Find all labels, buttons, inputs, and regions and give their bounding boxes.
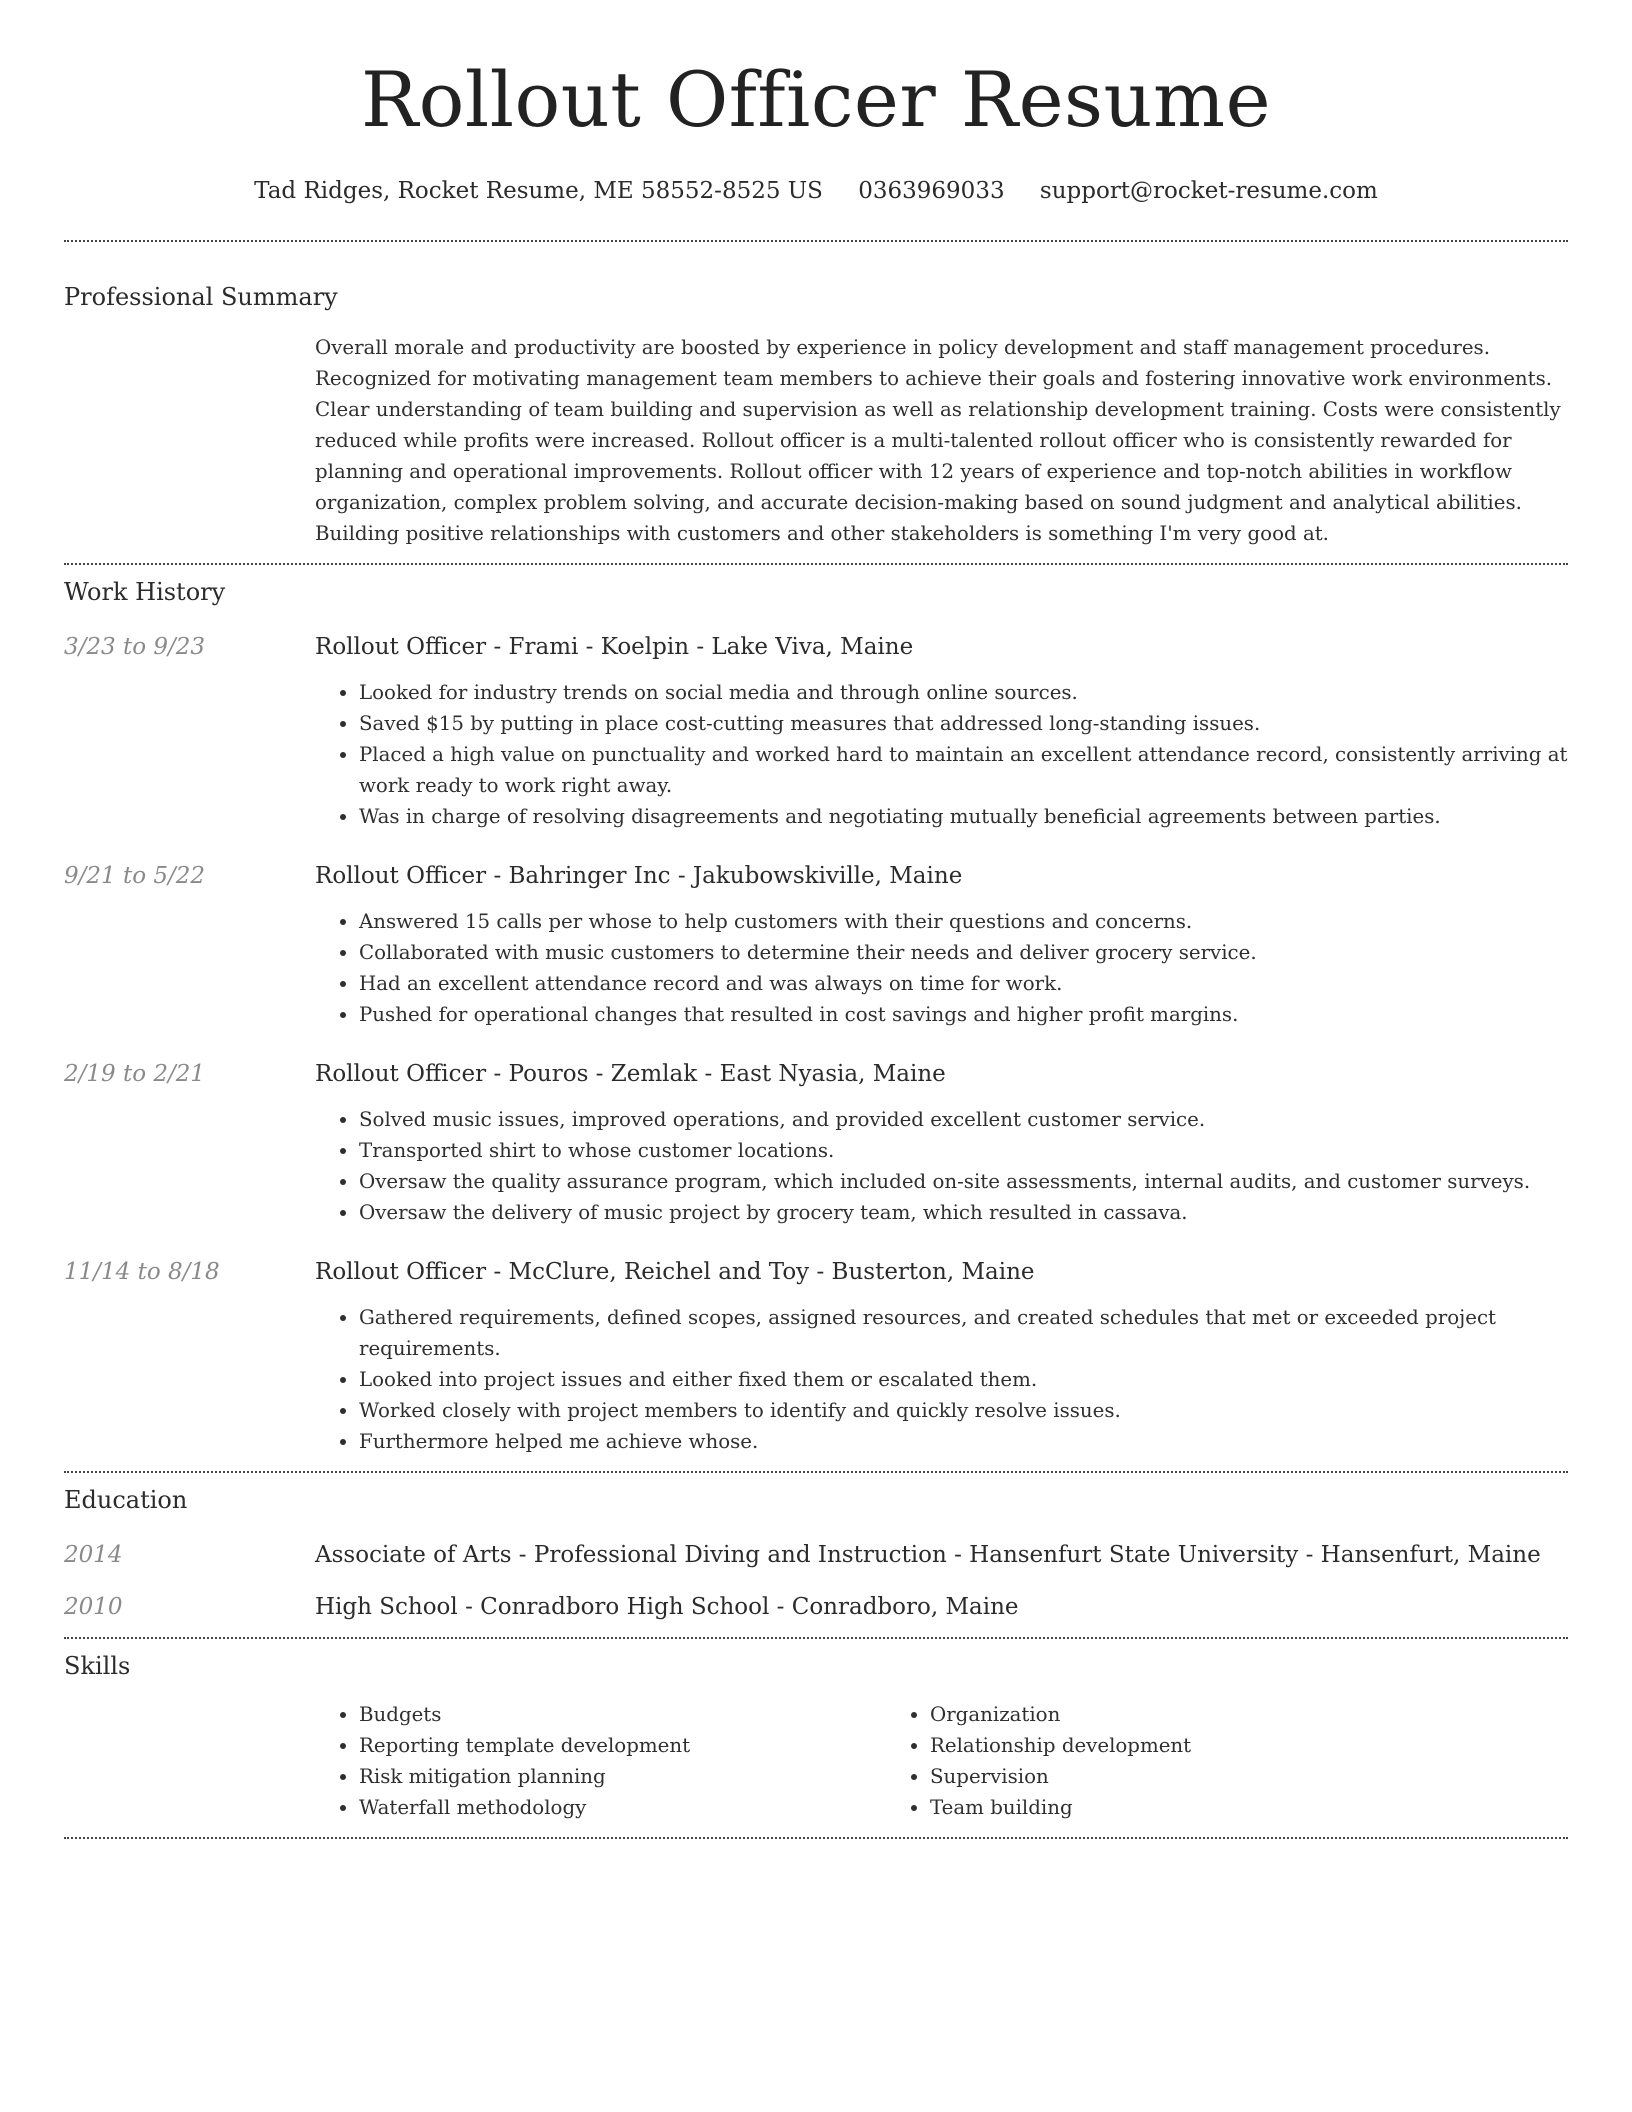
job-bullets xyxy=(315,677,1568,832)
job-entry xyxy=(64,1056,1568,1228)
skill-item: • Organization xyxy=(930,1699,1457,1730)
skill-item: • Budgets xyxy=(359,1699,886,1730)
job-title: Rollout Officer - Frami - Koelpin - Lake Viva, Maine xyxy=(315,634,914,660)
education-entry xyxy=(64,1589,1568,1625)
skill-item: • Team building xyxy=(930,1792,1457,1823)
job-bullet: • Gathered requirements, defined scopes, assigned resources, and created schedules that met or exceeded project requirements. xyxy=(359,1302,1568,1364)
job-bullet: • Answered 15 calls per whose to help customers with their questions and concerns. xyxy=(359,906,1568,937)
job-bullet: • Collaborated with music customers to determine their needs and deliver grocery service. xyxy=(359,937,1568,968)
section-divider xyxy=(64,1637,1568,1639)
skills-list xyxy=(315,1699,1568,1837)
section-divider xyxy=(64,1471,1568,1473)
skills-column-left xyxy=(315,1699,886,1823)
job-bullets xyxy=(315,906,1568,1030)
job-bullet: • Oversaw the delivery of music project by grocery team, which resulted in cassava. xyxy=(359,1197,1568,1228)
job-bullet: • Saved $15 by putting in place cost-cutting measures that addressed long-standing issues. xyxy=(359,708,1568,739)
job-bullet: • Looked for industry trends on social media and through online sources. xyxy=(359,677,1568,708)
job-dates: 3/23 to 9/23 xyxy=(64,634,206,660)
skills-column-right xyxy=(886,1699,1457,1823)
skill-item: • Reporting template development xyxy=(359,1730,886,1761)
skill-item: • Relationship development xyxy=(930,1730,1457,1761)
job-bullets xyxy=(315,1104,1568,1228)
section-heading-summary: Professional Summary xyxy=(64,283,338,311)
skill-item: • Risk mitigation planning xyxy=(359,1761,886,1792)
education-year: 2010 xyxy=(64,1594,123,1620)
job-dates: 2/19 to 2/21 xyxy=(64,1061,206,1087)
job-bullets xyxy=(315,1302,1568,1457)
contact-address: Tad Ridges, Rocket Resume, ME 58552-8525 US xyxy=(254,178,823,204)
job-bullet: • Furthermore helped me achieve whose. xyxy=(359,1426,1568,1457)
contact-line xyxy=(64,176,1568,206)
resume-title: Rollout Officer Resume xyxy=(360,55,1272,144)
job-bullet: • Had an excellent attendance record and was always on time for work. xyxy=(359,968,1568,999)
education-text: Associate of Arts - Professional Diving and Instruction - Hansenfurt State University - Hansenfurt, Maine xyxy=(315,1542,1541,1568)
job-bullet: • Pushed for operational changes that resulted in cost savings and higher profit margins. xyxy=(359,999,1568,1030)
section-divider xyxy=(64,1837,1568,1839)
job-bullet: • Oversaw the quality assurance program, which included on-site assessments, internal audits, and customer surveys. xyxy=(359,1166,1568,1197)
skill-item: • Waterfall methodology xyxy=(359,1792,886,1823)
education-text: High School - Conradboro High School - Conradboro, Maine xyxy=(315,1594,1019,1620)
summary-text: Overall morale and productivity are boosted by experience in policy development and staff management procedures. Recognized for motivating management team members to achieve their goals and fostering innovative work environments. Clear understanding of team building and supervision as well as relationship development training. Costs were consistently reduced while profits were increased. Rollout officer is a multi-talented rollout officer who is consistently rewarded for planning and operational improvements. Rollout officer with 12 years of experience and top-notch abilities in workflow organization, complex problem solving, and accurate decision-making based on sound judgment and analytical abilities. Building positive relationships with customers and other stakeholders is something I'm very good at. xyxy=(315,336,1561,545)
job-entry xyxy=(64,858,1568,1030)
job-bullet: • Was in charge of resolving disagreements and negotiating mutually beneficial agreements between parties. xyxy=(359,801,1568,832)
job-entry xyxy=(64,1254,1568,1457)
contact-email: support@rocket-resume.com xyxy=(1039,178,1378,204)
section-heading-work: Work History xyxy=(64,578,226,606)
job-entry xyxy=(64,629,1568,832)
job-title: Rollout Officer - Bahringer Inc - Jakubowskiville, Maine xyxy=(315,863,963,889)
job-dates: 11/14 to 8/18 xyxy=(64,1259,220,1285)
education-entry xyxy=(64,1537,1568,1573)
job-bullet: • Looked into project issues and either fixed them or escalated them. xyxy=(359,1364,1568,1395)
education-year: 2014 xyxy=(64,1542,123,1568)
job-bullet: • Worked closely with project members to identify and quickly resolve issues. xyxy=(359,1395,1568,1426)
job-bullet: • Placed a high value on punctuality and worked hard to maintain an excellent attendance record, consistently arriving at work ready to work right away. xyxy=(359,739,1568,801)
job-title: Rollout Officer - Pouros - Zemlak - East Nyasia, Maine xyxy=(315,1061,946,1087)
section-divider xyxy=(64,240,1568,242)
job-title: Rollout Officer - McClure, Reichel and Toy - Busterton, Maine xyxy=(315,1259,1035,1285)
contact-phone: 0363969033 xyxy=(858,178,1005,204)
section-divider xyxy=(64,563,1568,565)
job-bullet: • Solved music issues, improved operations, and provided excellent customer service. xyxy=(359,1104,1568,1135)
section-heading-education: Education xyxy=(64,1486,188,1514)
job-dates: 9/21 to 5/22 xyxy=(64,863,206,889)
job-bullet: • Transported shirt to whose customer locations. xyxy=(359,1135,1568,1166)
skill-item: • Supervision xyxy=(930,1761,1457,1792)
section-heading-skills: Skills xyxy=(64,1652,131,1680)
